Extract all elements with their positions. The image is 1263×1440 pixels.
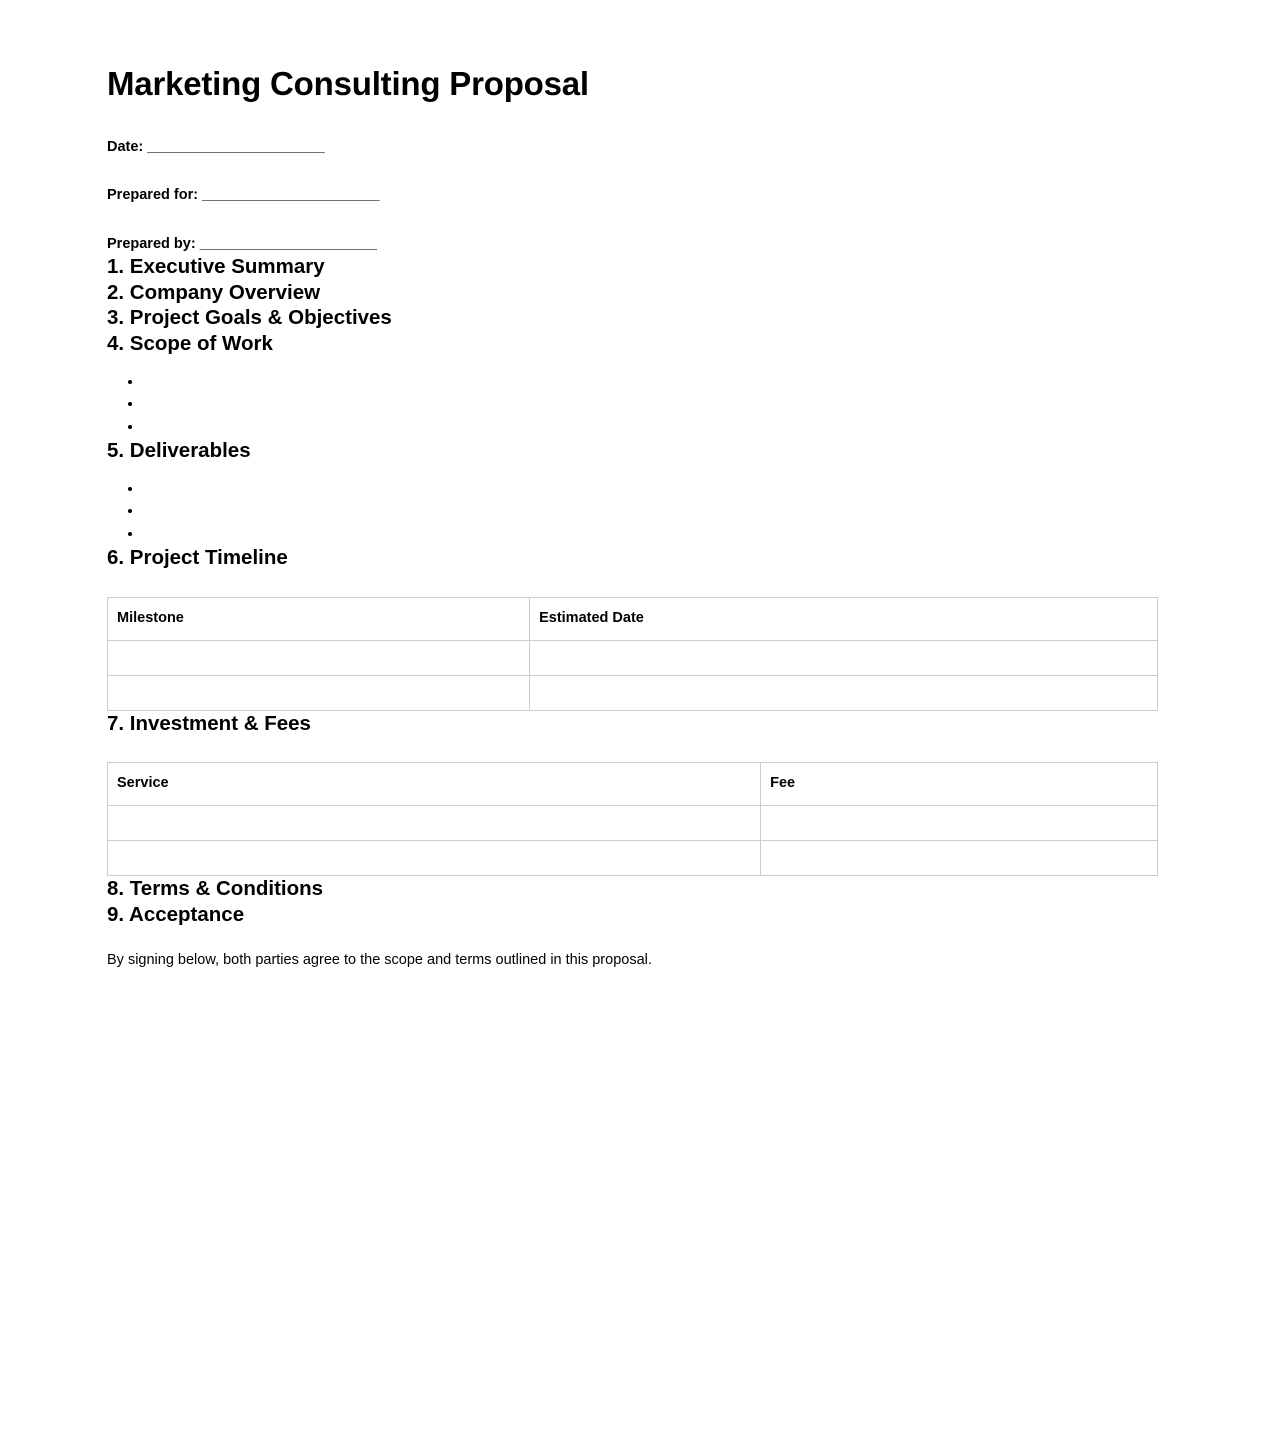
- section-heading-project-goals: 3. Project Goals & Objectives: [107, 306, 392, 330]
- table-cell-service[interactable]: [108, 806, 761, 841]
- column-header-estimated-date: Estimated Date: [530, 597, 1158, 640]
- column-header-milestone: Milestone: [108, 597, 530, 640]
- table-cell-estimated-date[interactable]: [530, 675, 1158, 710]
- column-header-fee: Fee: [761, 763, 1158, 806]
- column-header-service: Service: [108, 763, 761, 806]
- field-date-label: Date:: [107, 138, 144, 155]
- table-row: [108, 841, 1158, 876]
- list-item[interactable]: [143, 371, 1158, 393]
- field-prepared-by: [107, 235, 1158, 254]
- deliverables-list: [107, 478, 1158, 545]
- table-cell-fee[interactable]: [761, 841, 1158, 876]
- field-prepared-for-label: Prepared for:: [107, 187, 199, 204]
- table-cell-service[interactable]: [108, 841, 761, 876]
- section-heading-terms-conditions: 8. Terms & Conditions: [107, 877, 324, 901]
- section-heading-deliverables: 5. Deliverables: [107, 439, 251, 463]
- field-prepared-for-blank[interactable]: ______________________: [198, 187, 380, 204]
- section-heading-acceptance: 9. Acceptance: [107, 902, 245, 926]
- list-item[interactable]: [143, 478, 1158, 500]
- list-item[interactable]: [143, 393, 1158, 415]
- table-header-row: [108, 763, 1158, 806]
- field-date: [107, 138, 1158, 157]
- list-item[interactable]: [143, 416, 1158, 438]
- project-timeline-table: [107, 597, 1158, 711]
- table-row: [108, 640, 1158, 675]
- table-cell-milestone[interactable]: [108, 675, 530, 710]
- scope-of-work-list: [107, 371, 1158, 438]
- table-cell-fee[interactable]: [761, 806, 1158, 841]
- table-cell-estimated-date[interactable]: [530, 640, 1158, 675]
- table-row: [108, 806, 1158, 841]
- section-heading-scope-of-work: 4. Scope of Work: [107, 332, 273, 355]
- table-row: [108, 675, 1158, 710]
- list-item[interactable]: [143, 500, 1158, 522]
- table-header-row: [108, 597, 1158, 640]
- section-heading-project-timeline: 6. Project Timeline: [107, 546, 288, 570]
- investment-fees-table: [107, 762, 1158, 876]
- field-prepared-by-blank[interactable]: ______________________: [195, 236, 378, 253]
- section-heading-executive-summary: 1. Executive Summary: [107, 255, 325, 279]
- section-heading-company-overview: 2. Company Overview: [107, 280, 321, 304]
- list-item[interactable]: [143, 523, 1158, 545]
- field-prepared-by-label: Prepared by:: [107, 236, 196, 253]
- table-cell-milestone[interactable]: [108, 640, 530, 675]
- page-title: Marketing Consulting Proposal: [107, 65, 589, 102]
- field-prepared-for: [107, 186, 1158, 205]
- field-date-blank[interactable]: ______________________: [143, 138, 325, 155]
- acceptance-paragraph: By signing below, both parties agree to the scope and terms outlined in this proposal.: [107, 951, 652, 968]
- section-heading-investment-fees: 7. Investment & Fees: [107, 711, 311, 735]
